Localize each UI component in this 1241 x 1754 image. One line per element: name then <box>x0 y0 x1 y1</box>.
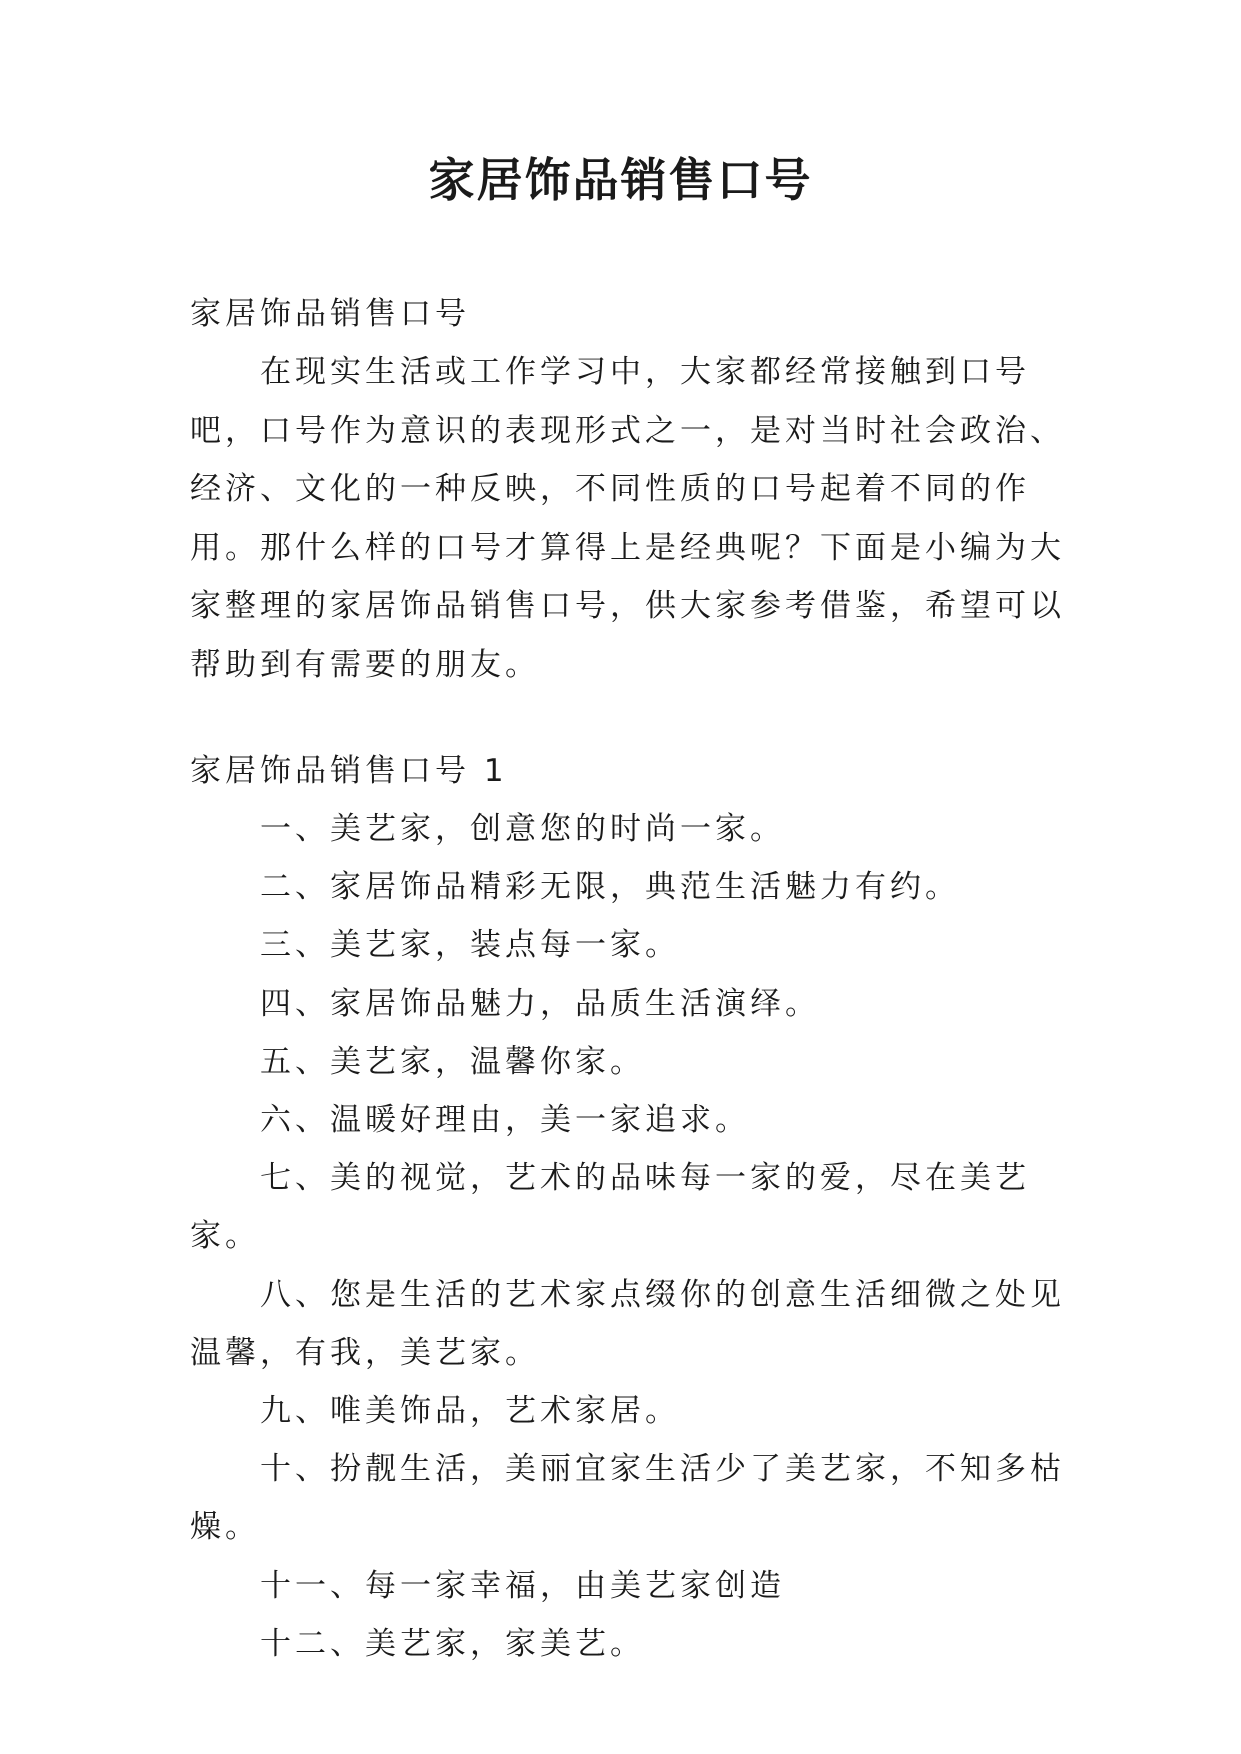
slogan-item: 四、家居饰品魅力，品质生活演绎。 <box>260 985 820 1022</box>
document-title: 家居饰品销售口号 <box>428 153 813 207</box>
document-body <box>190 285 1070 1673</box>
slogan-item: 九、唯美饰品，艺术家居。 <box>260 1393 680 1430</box>
document-subtitle: 家居饰品销售口号 <box>190 296 470 332</box>
slogan-item: 二、家居饰品精彩无限，典范生活魅力有约。 <box>260 869 960 906</box>
slogan-item: 八、您是生活的艺术家点缀你的创意生活细微之处见温馨，有我，美艺家。 <box>190 1276 1065 1371</box>
intro-paragraph: 在现实生活或工作学习中，大家都经常接触到口号吧，口号作为意识的表现形式之一，是对当时社会政治、经济、文化的一种反映，不同性质的口号起着不同的作用。那什么样的口号才算得上是经典呢？下面是小编为大家整理的家居饰品销售口号，供大家参考借鉴，希望可以帮助到有需要的朋友。 <box>190 354 1065 683</box>
slogan-item: 五、美艺家，温馨你家。 <box>260 1043 645 1080</box>
slogan-item: 十一、每一家幸福，由美艺家创造 <box>260 1567 785 1604</box>
paragraph-gap <box>190 694 1070 742</box>
slogan-item: 三、美艺家，装点每一家。 <box>260 927 680 964</box>
slogan-item: 七、美的视觉，艺术的品味每一家的爱，尽在美艺家。 <box>190 1160 1030 1255</box>
slogan-item: 十二、美艺家，家美艺。 <box>260 1625 645 1662</box>
slogan-item: 六、温暖好理由，美一家追求。 <box>260 1102 750 1139</box>
slogan-item: 一、美艺家，创意您的时尚一家。 <box>260 811 785 847</box>
slogan-item: 十、扮靓生活，美丽宜家生活少了美艺家，不知多枯燥。 <box>190 1451 1065 1546</box>
section-title: 家居饰品销售口号 1 <box>190 753 508 789</box>
